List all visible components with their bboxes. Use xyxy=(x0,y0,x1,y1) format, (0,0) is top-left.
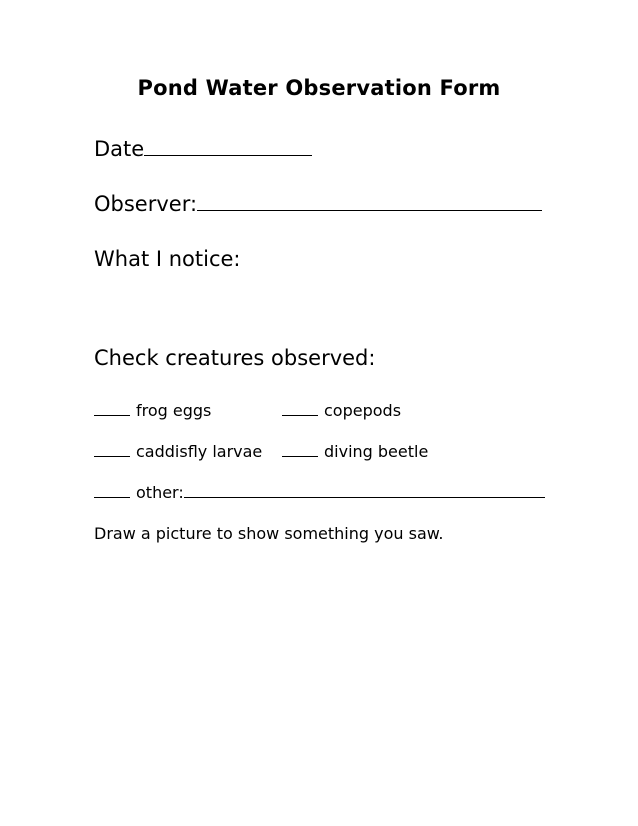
notice-label: What I notice: xyxy=(94,247,241,271)
frog-eggs-label: frog eggs xyxy=(136,401,212,420)
page-title: Pond Water Observation Form xyxy=(137,76,501,100)
creature-item-frog-eggs xyxy=(94,401,211,420)
copepods-label: copepods xyxy=(324,401,402,420)
caddisfly-larvae-checkbox-blank[interactable] xyxy=(94,442,130,457)
draw-instruction: Draw a picture to show something you saw. xyxy=(94,524,444,543)
date-field[interactable] xyxy=(144,136,312,156)
creature-item-diving-beetle xyxy=(282,442,428,461)
frog-eggs-checkbox-blank[interactable] xyxy=(94,401,130,416)
creatures-heading-row xyxy=(94,346,375,370)
diving-beetle-label: diving beetle xyxy=(324,442,429,461)
date-row xyxy=(94,136,312,161)
creature-item-copepods xyxy=(282,401,401,420)
creature-item-caddisfly-larvae xyxy=(94,442,262,461)
date-label: Date xyxy=(94,137,145,161)
caddisfly-larvae-label: caddisfly larvae xyxy=(136,442,263,461)
notice-row xyxy=(94,247,241,271)
drawing-area[interactable] xyxy=(94,560,544,790)
other-checkbox-blank[interactable] xyxy=(94,483,130,498)
diving-beetle-checkbox-blank[interactable] xyxy=(282,442,318,457)
observer-field[interactable] xyxy=(197,191,542,211)
creatures-heading: Check creatures observed: xyxy=(94,346,376,370)
copepods-checkbox-blank[interactable] xyxy=(282,401,318,416)
other-field[interactable] xyxy=(184,483,545,498)
other-label: other: xyxy=(136,483,184,502)
creature-item-other xyxy=(94,483,545,502)
observer-row xyxy=(94,191,542,216)
observer-label: Observer: xyxy=(94,192,198,216)
